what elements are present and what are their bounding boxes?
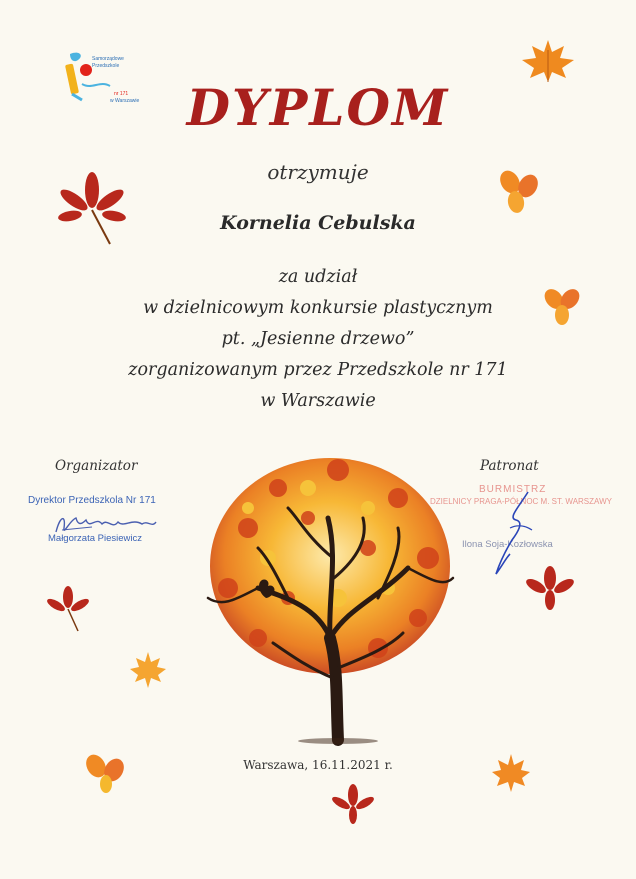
description-line: pt. „Jesienne drzewo” [221,329,415,349]
recipient-intro: otrzymuje [267,160,369,184]
organizer-stamp-name: Małgorzata Piesiewicz [48,533,142,544]
recipient-name: Kornelia Cebulska [220,212,416,234]
date-line: Warszawa, 16.11.2021 r. [243,758,393,772]
svg-text:Przedszkole: Przedszkole [92,63,120,69]
organizer-stamp-title: Dyrektor Przedszkola Nr 171 [28,495,156,506]
organizer-signature [52,510,162,540]
description-line: za udział [278,267,358,287]
oak-leaf-icon [80,750,130,796]
patron-stamp-name: Ilona Soja-Kozłowska [462,539,553,550]
oak-leaf-icon [540,285,586,327]
description-line: zorganizowanym przez Przedszkole nr 171 [128,360,508,380]
chestnut-leaf-icon [52,170,132,250]
maple-leaf-icon [128,650,168,690]
svg-text:nr 171: nr 171 [114,91,129,97]
chestnut-leaf-icon [330,783,376,829]
chestnut-leaf-icon [524,564,576,616]
maple-leaf-icon [518,36,578,86]
autumn-tree-illustration [188,448,473,748]
svg-text:Samorządowe: Samorządowe [92,56,124,62]
diploma-title: DYPLOM [186,78,450,137]
patron-stamp-district: DZIELNICY PRAGA-PÓŁNOC M. ST. WARSZAWY [430,497,612,506]
description-line: w dzielnicowym konkursie plastycznym [143,298,493,318]
organizer-label: Organizator [55,458,138,474]
description-line: w Warszawie [260,391,376,411]
oak-leaf-icon [494,168,544,216]
chestnut-leaf-icon [44,585,92,635]
svg-text:w Warszawie: w Warszawie [110,98,140,104]
patron-stamp-title: BURMISTRZ [479,484,547,495]
patron-label: Patronat [480,458,539,474]
